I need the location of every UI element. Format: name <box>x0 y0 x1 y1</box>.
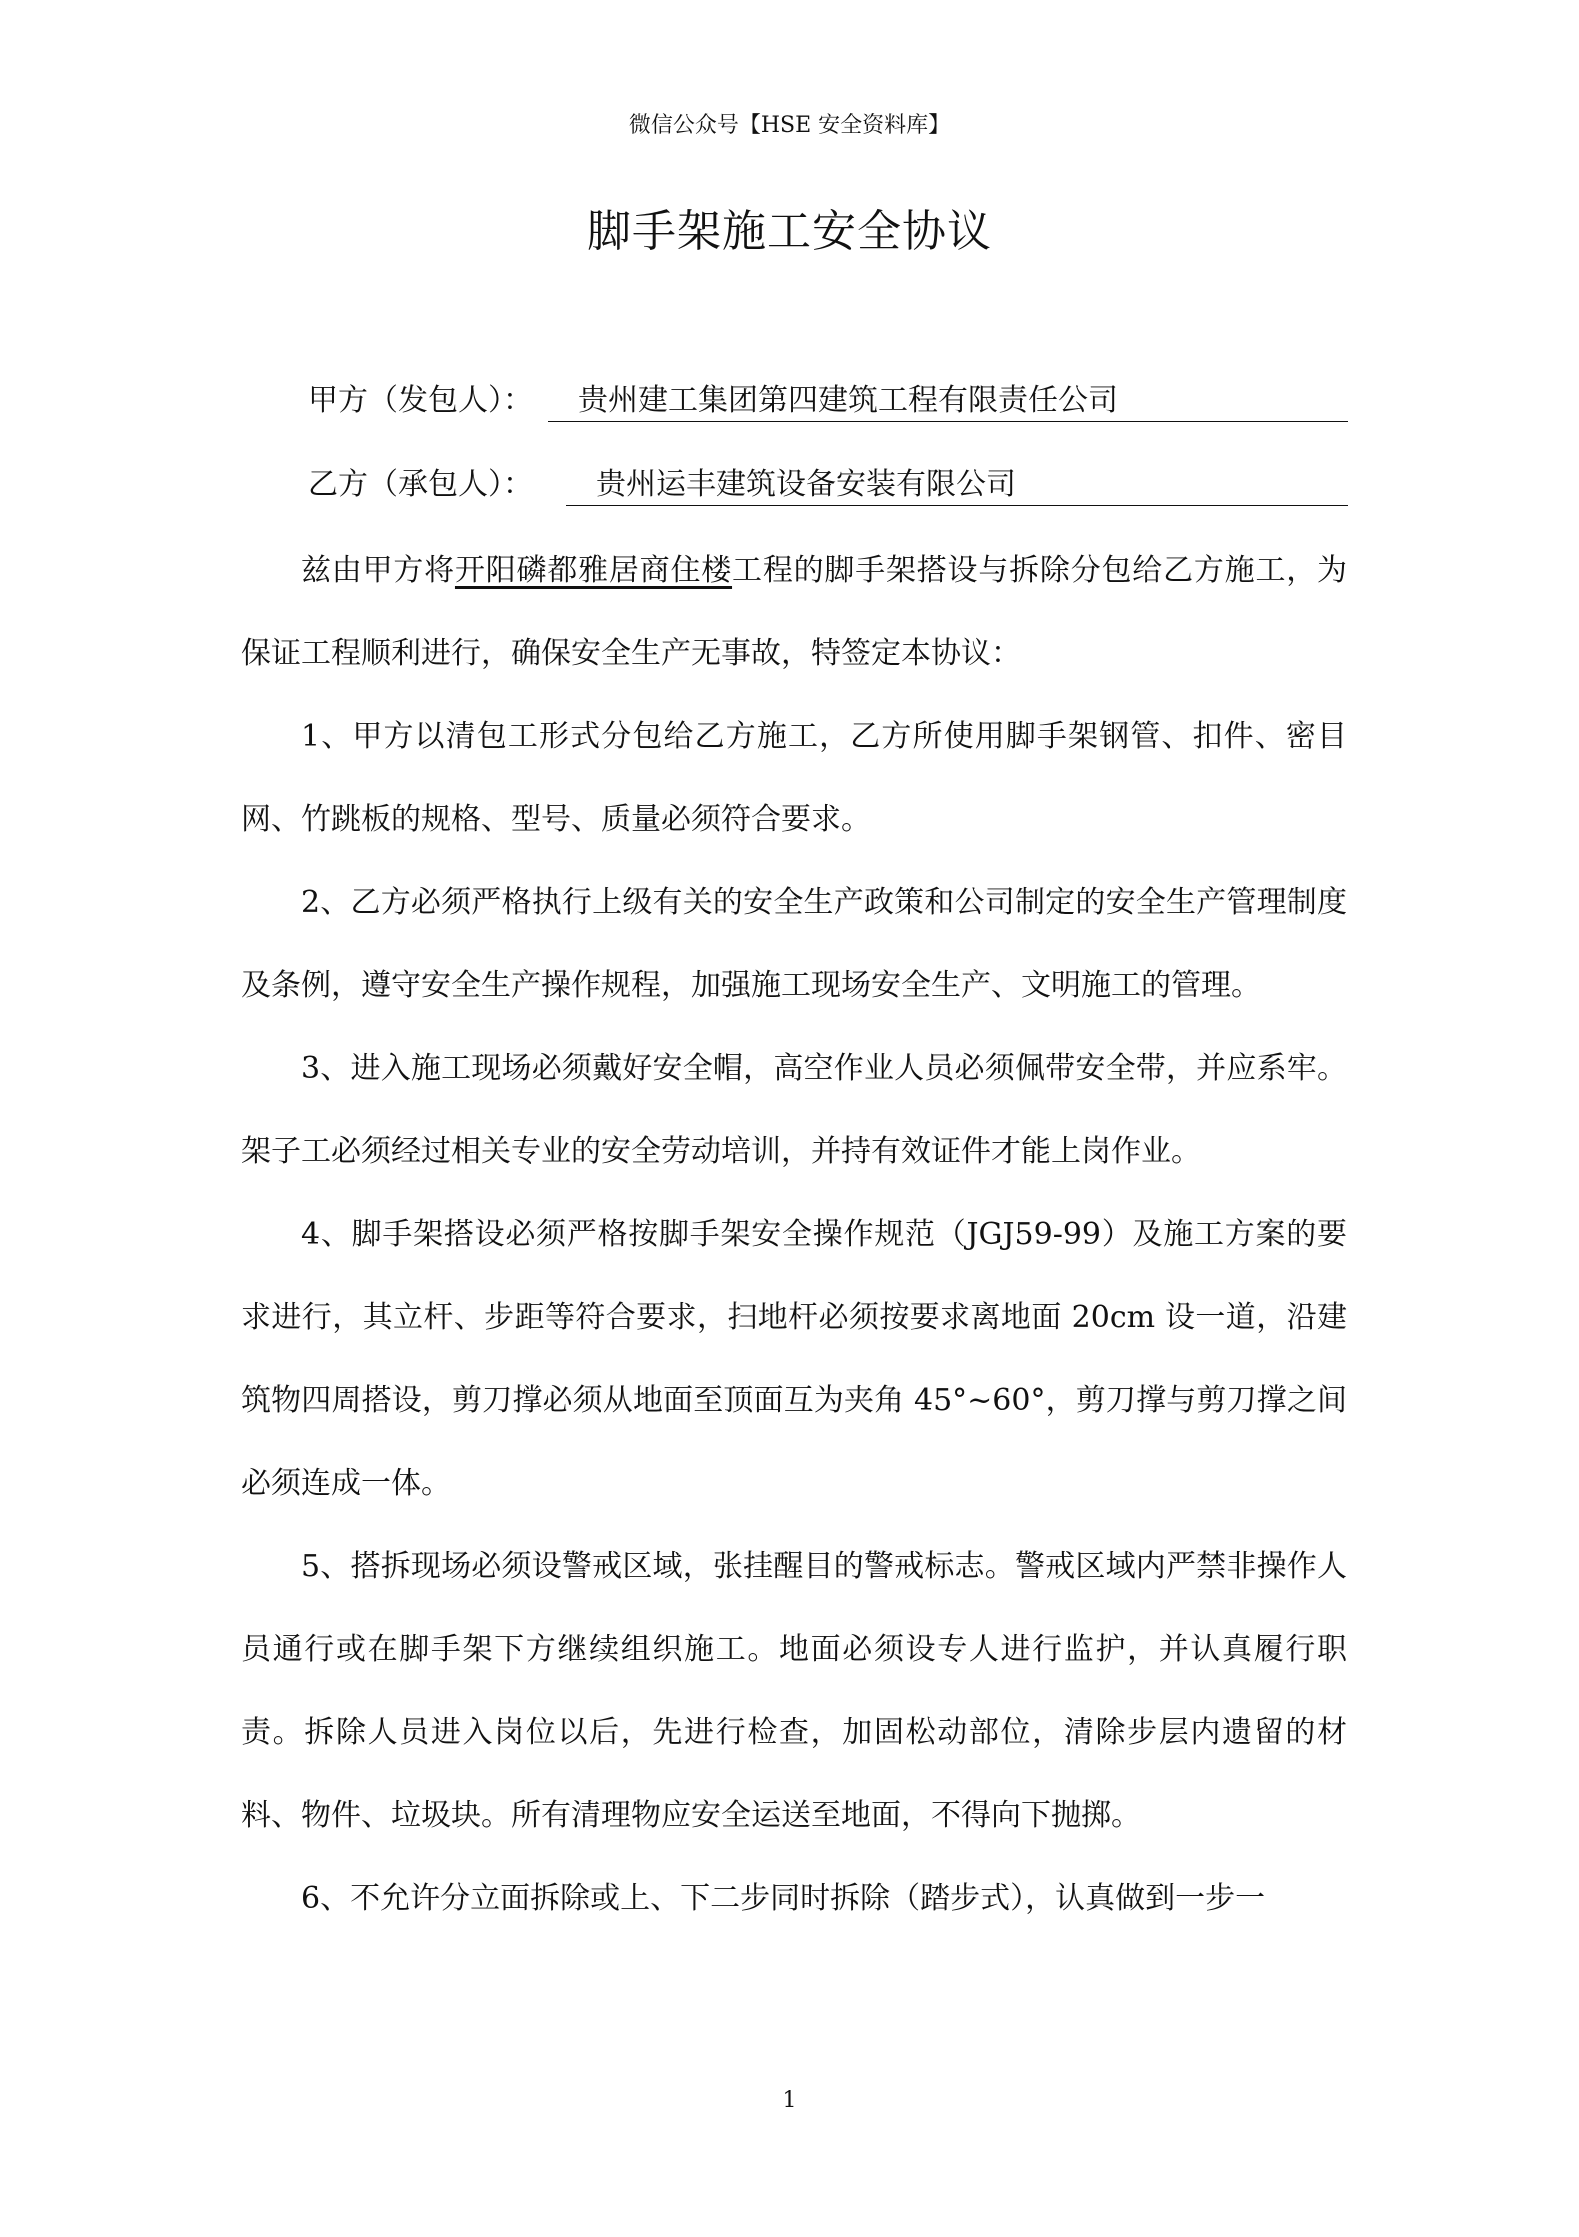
party-a-field <box>548 381 1348 422</box>
party-b-line <box>308 465 1348 505</box>
page-number: 1 <box>782 2088 797 2113</box>
party-a-label: 甲方（发包人）： <box>308 383 533 418</box>
project-name: 开阳磷都雅居商住楼 <box>454 553 733 588</box>
clause-2: 2、乙方必须严格执行上级有关的安全生产政策和公司制定的安全生产管理制度及条例，遵守安全生产操作规程，加强施工现场安全生产、文明施工的管理。 <box>241 885 1347 1003</box>
page-header: 微信公众号【HSE 安全资料库】 <box>628 113 951 138</box>
intro-after: 工程的脚手架搭设与拆除分包给乙方施工，为保证工程顺利进行，确保安全生产无事故，特签定本协议： <box>241 553 1348 671</box>
clause-5: 5、搭拆现场必须设警戒区域，张挂醒目的警戒标志。警戒区域内严禁非操作人员通行或在脚手架下方继续组织施工。地面必须设专人进行监护，并认真履行职责。拆除人员进入岗位以后，先进行检查，加固松动部位，清除步层内遗留的材料、物件、垃圾块。所有清理物应安全运送至地面，不得向下抛掷。 <box>241 1549 1347 1833</box>
agreement-body <box>241 529 1347 1940</box>
party-b-label: 乙方（承包人）： <box>308 467 533 502</box>
intro-before: 兹由甲方将 <box>301 553 455 588</box>
intro-paragraph <box>241 529 1347 695</box>
clause-6: 6、不允许分立面拆除或上、下二步同时拆除（踏步式），认真做到一步一 <box>301 1881 1266 1916</box>
document-title: 脚手架施工安全协议 <box>587 206 992 257</box>
party-b-field <box>566 465 1348 506</box>
party-b-value: 贵州运丰建筑设备安装有限公司 <box>596 467 1016 502</box>
party-a-value: 贵州建工集团第四建筑工程有限责任公司 <box>578 383 1118 418</box>
clause-3: 3、进入施工现场必须戴好安全帽，高空作业人员必须佩带安全带，并应系牢。架子工必须经过相关专业的安全劳动培训，并持有效证件才能上岗作业。 <box>241 1051 1347 1169</box>
clause-1: 1、甲方以清包工形式分包给乙方施工，乙方所使用脚手架钢管、扣件、密目网、竹跳板的规格、型号、质量必须符合要求。 <box>241 719 1347 837</box>
party-a-line <box>308 381 1348 421</box>
clause-4: 4、脚手架搭设必须严格按脚手架安全操作规范（JGJ59-99）及施工方案的要求进行，其立杆、步距等符合要求，扫地杆必须按要求离地面 20cm 设一道，沿建筑物四周搭设，剪刀撑必须从地面至顶面互为夹角 45°~60°，剪刀撑与剪刀撑之间必须连成一体。 <box>241 1217 1347 1501</box>
